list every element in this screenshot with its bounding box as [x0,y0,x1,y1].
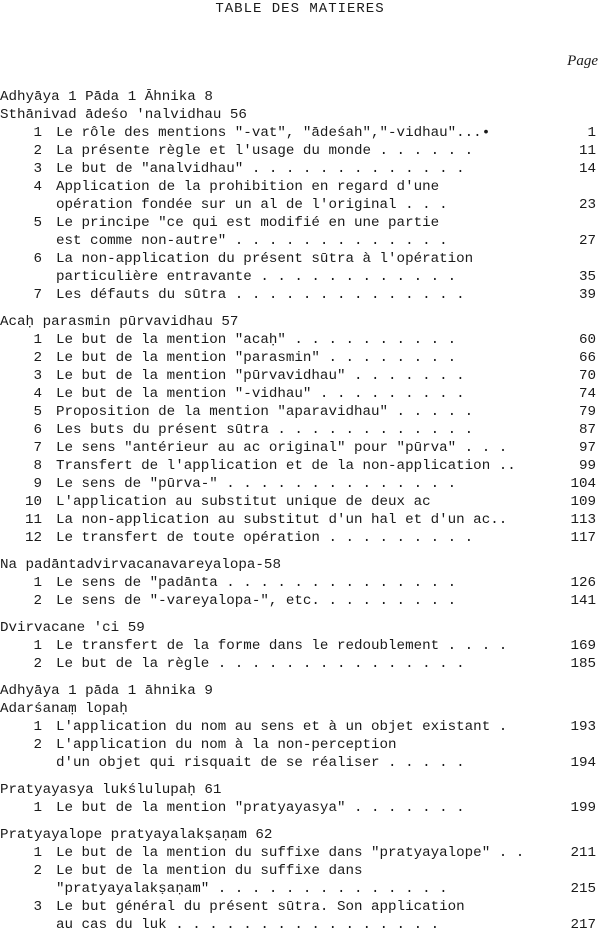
entry-page-number: 104 [570,476,596,492]
entry-text: Le principe "ce qui est modifié en une partie [56,215,440,231]
toc-entry [0,214,596,232]
toc-entry [0,916,596,934]
entry-page-number: 66 [578,350,596,366]
entry-number: 1 [33,125,42,141]
entry-page-number: 97 [578,440,596,456]
toc-section [0,313,596,547]
section-heading: Pratyayalope pratyayalakṣaṇam 62 [0,827,273,843]
entry-page-number: 11 [578,143,596,159]
entry-text: Application de la prohibition en regard d'une [56,179,440,195]
entry-number: 2 [33,593,42,609]
toc-entry [0,574,596,592]
entry-number: 7 [33,287,42,303]
toc-entry [0,493,596,511]
entry-page-number: 35 [578,269,596,285]
entry-text: Le transfert de toute opération . . . . . . . . . [56,530,474,546]
entry-page-number: 169 [570,638,596,654]
entry-text: La non-application du présent sūtra à l'opération [56,251,474,267]
toc-entry [0,286,596,304]
toc-entry [0,439,596,457]
entry-number: 5 [33,215,42,231]
entry-text: Le sens de "-vareyalopa-", etc. . . . . . . . . [56,593,457,609]
entry-text: Le but de "analvidhau" . . . . . . . . . . . . . [56,161,465,177]
toc-entry [0,160,596,178]
toc-section [0,88,596,304]
toc-entry [0,457,596,475]
toc-entry [0,232,596,250]
entry-text: Le but de la mention "pūrvavidhau" . . . . . . . [56,368,465,384]
entry-page-number: 199 [570,800,596,816]
toc-entry [0,250,596,268]
entry-page-number: 39 [578,287,596,303]
section-heading: Acaḥ parasmin pūrvavidhau 57 [0,314,239,330]
entry-text: Le but général du présent sūtra. Son application [56,899,465,915]
page-title: TABLE DES MATIERES [215,1,385,17]
entry-text: Le but de la mention du suffixe dans "pratyayalope" . . [56,845,525,861]
entry-number: 4 [33,179,42,195]
section-heading: Na padāntadvirvacanavareyalopa-58 [0,557,281,573]
section-heading: Dvirvacane 'ci 59 [0,620,145,636]
toc-entry [0,898,596,916]
entry-text: L'application au substitut unique de deux ac [56,494,431,510]
entry-text: opération fondée sur un al de l'original . . . [56,197,448,213]
entry-page-number: 217 [570,917,596,933]
entry-number: 2 [33,656,42,672]
entry-text: "pratyayalakṣaṇam" . . . . . . . . . . . . . . [56,881,448,897]
toc-entry [0,124,596,142]
entry-number: 1 [33,845,42,861]
toc-entry [0,268,596,286]
entry-number: 11 [24,512,42,528]
toc-entry [0,754,596,772]
entry-page-number: 113 [570,512,596,528]
entry-page-number: 193 [570,719,596,735]
entry-number: 8 [33,458,42,474]
entry-text: Le but de la mention "pratyayasya" . . . . . . . [56,800,465,816]
entry-text: Le but de la mention "-vidhau" . . . . . . . . . [56,386,465,402]
entry-text: La présente règle et l'usage du monde . . . . . . [56,143,474,159]
toc-entry [0,331,596,349]
entry-page-number: 23 [578,197,596,213]
toc-entry [0,178,596,196]
entry-number: 2 [33,143,42,159]
entry-text: est comme non-autre" . . . . . . . . . . . . . [56,233,448,249]
toc-entry [0,196,596,214]
entry-number: 1 [33,638,42,654]
entry-page-number: 27 [578,233,596,249]
entry-text: La non-application au substitut d'un hal et d'un ac.. [56,512,508,528]
toc-entry [0,511,596,529]
entry-number: 1 [33,575,42,591]
entry-number: 6 [33,251,42,267]
entry-page-number: 70 [578,368,596,384]
entry-number: 5 [33,404,42,420]
entry-number: 6 [33,422,42,438]
section-heading: Adhyāya 1 pāda 1 āhnika 9 [0,683,213,699]
entry-page-number: 126 [570,575,596,591]
entry-number: 1 [33,800,42,816]
entry-text: Transfert de l'application et de la non-application .. [56,458,516,474]
toc-entry [0,475,596,493]
entry-page-number: 79 [578,404,596,420]
entry-page-number: 194 [570,755,596,771]
entry-text: Le sens de "pūrva-" . . . . . . . . . . . . . . [56,476,457,492]
entry-text: Le transfert de la forme dans le redoublement . . . . [56,638,508,654]
toc-entry [0,142,596,160]
toc-entry [0,799,596,817]
toc-entry [0,529,596,547]
section-heading: Sthānivad ādeśo 'nalvidhau 56 [0,107,247,123]
entry-number: 1 [33,719,42,735]
page-column-label: Page [567,53,598,69]
toc-section [0,556,596,610]
entry-text: d'un objet qui risquait de se réaliser . . . . . [56,755,465,771]
entry-text: Le but de la règle . . . . . . . . . . . . . . . [56,656,465,672]
entry-page-number: 109 [570,494,596,510]
toc-section [0,826,596,934]
toc-entry [0,385,596,403]
entry-text: particulière entravante . . . . . . . . . . . . [56,269,457,285]
entry-number: 3 [33,899,42,915]
entry-page-number: 141 [570,593,596,609]
section-heading: Adhyāya 1 Pāda 1 Āhnika 8 [0,89,213,105]
toc-entry [0,880,596,898]
toc-entry [0,637,596,655]
entry-number: 10 [24,494,42,510]
entry-text: Le sens "antérieur au ac original" pour "pūrva" . . . [56,440,508,456]
section-heading: Pratyayasya lukślulupaḥ 61 [0,782,222,798]
entry-number: 3 [33,368,42,384]
section-heading: Adarśanaṃ lopaḥ [0,701,128,717]
entry-number: 12 [24,530,42,546]
entry-text: au cas du luk . . . . . . . . . . . . . . . . [56,917,440,933]
entry-page-number: 60 [578,332,596,348]
toc-section [0,682,596,772]
entry-text: L'application du nom à la non-perception [56,737,397,753]
entry-number: 2 [33,737,42,753]
entry-number: 1 [33,332,42,348]
entry-text: Les buts du présent sūtra . . . . . . . . . . . . [56,422,474,438]
toc-entry [0,421,596,439]
entry-page-number: 117 [570,530,596,546]
entry-text: Le rôle des mentions "-vat", "ādeśah","-vidhau"...• [56,125,491,141]
toc-entry [0,367,596,385]
entry-page-number: 1 [587,125,596,141]
entry-number: 2 [33,863,42,879]
entry-number: 9 [33,476,42,492]
entry-page-number: 74 [578,386,596,402]
table-of-contents [0,88,596,943]
entry-page-number: 99 [578,458,596,474]
toc-section [0,781,596,817]
entry-text: Le but de la mention "acaḥ" . . . . . . . . . . [56,332,457,348]
toc-entry [0,718,596,736]
entry-number: 3 [33,161,42,177]
toc-entry [0,736,596,754]
entry-number: 2 [33,350,42,366]
entry-page-number: 185 [570,656,596,672]
entry-page-number: 87 [578,422,596,438]
toc-entry [0,862,596,880]
entry-text: Le but de la mention du suffixe dans [56,863,363,879]
entry-text: Les défauts du sūtra . . . . . . . . . . . . . . [56,287,465,303]
entry-page-number: 215 [570,881,596,897]
entry-text: Le but de la mention "parasmin" . . . . . . . . [56,350,457,366]
entry-page-number: 211 [570,845,596,861]
entry-text: Proposition de la mention "aparavidhau" . . . . . [56,404,474,420]
entry-number: 4 [33,386,42,402]
entry-text: Le sens de "padānta . . . . . . . . . . . . . . [56,575,457,591]
entry-text: L'application du nom au sens et à un objet existant . [56,719,508,735]
toc-entry [0,403,596,421]
toc-entry [0,349,596,367]
toc-section [0,619,596,673]
entry-number: 7 [33,440,42,456]
toc-entry [0,592,596,610]
toc-entry [0,844,596,862]
entry-page-number: 14 [578,161,596,177]
toc-entry [0,655,596,673]
